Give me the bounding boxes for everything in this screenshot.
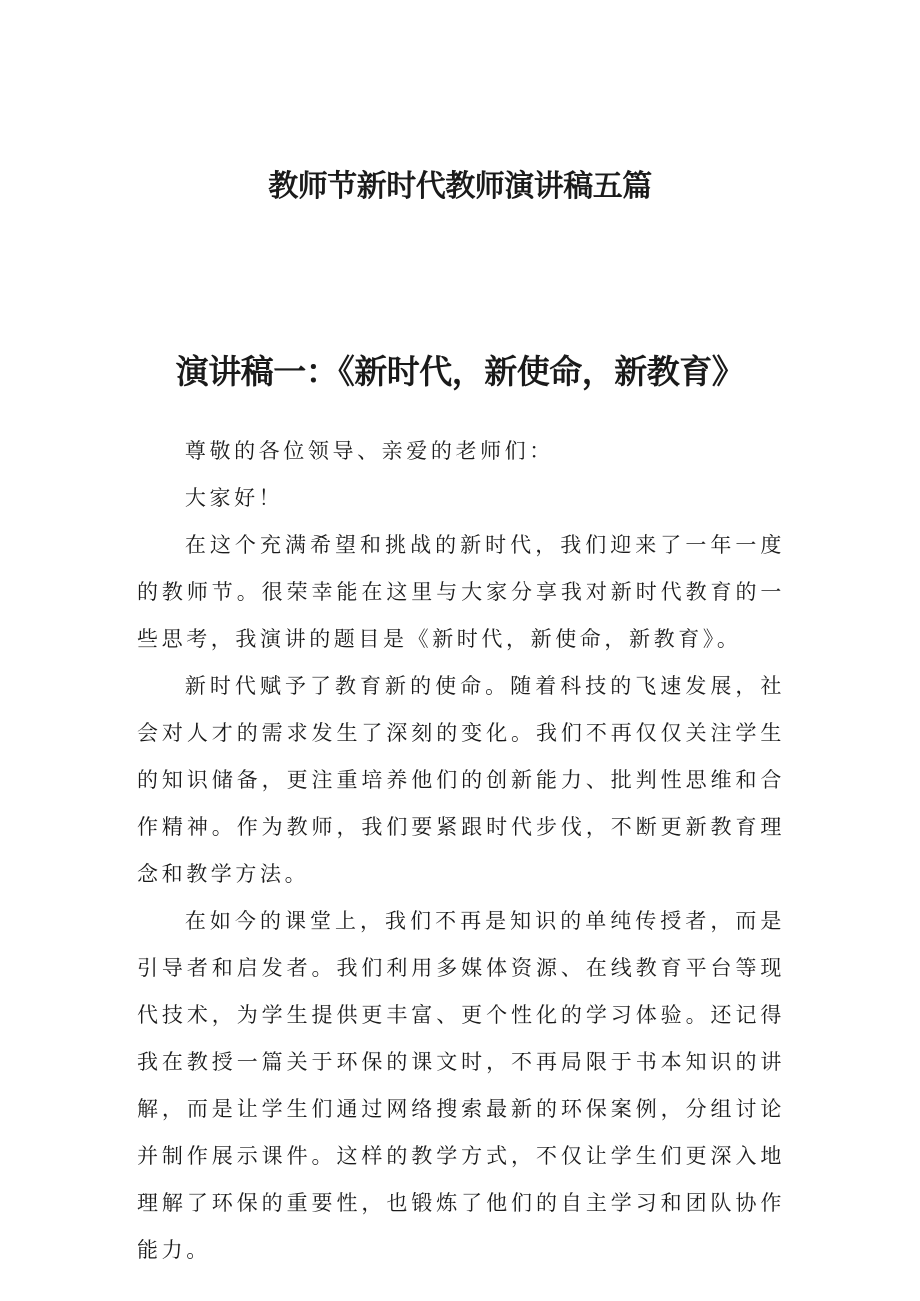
speech-body [137,428,785,1274]
document-title: 教师节新时代教师演讲稿五篇 [268,169,652,204]
greeting-paragraph: 大家好！ [184,486,284,510]
salutation-paragraph: 尊敬的各位领导、亲爱的老师们： [184,439,554,463]
body-paragraph: 新时代赋予了教育新的使命。随着科技的飞速发展，社会对人才的需求发生了深刻的变化。我们不再仅仅关注学生的知识储备，更注重培养他们的创新能力、批判性思维和合作精神。作为教师，我们要紧跟时代步伐，不断更新教育理念和教学方法。 [137,674,785,886]
body-paragraph: 在这个充满希望和挑战的新时代，我们迎来了一年一度的教师节。很荣幸能在这里与大家分享我对新时代教育的一些思考，我演讲的题目是《新时代，新使命，新教育》。 [137,533,785,651]
body-paragraph: 在如今的课堂上，我们不再是知识的单纯传授者，而是引导者和启发者。我们利用多媒体资源、在线教育平台等现代技术，为学生提供更丰富、更个性化的学习体验。还记得我在教授一篇关于环保的课文时，不再局限于书本知识的讲解，而是让学生们通过网络搜索最新的环保案例，分组讨论并制作展示课件。这样的教学方式，不仅让学生们更深入地理解了环保的重要性，也锻炼了他们的自主学习和团队协作能力。 [137,909,785,1262]
section-title: 演讲稿一：《新时代，新使命，新教育》 [175,352,745,391]
